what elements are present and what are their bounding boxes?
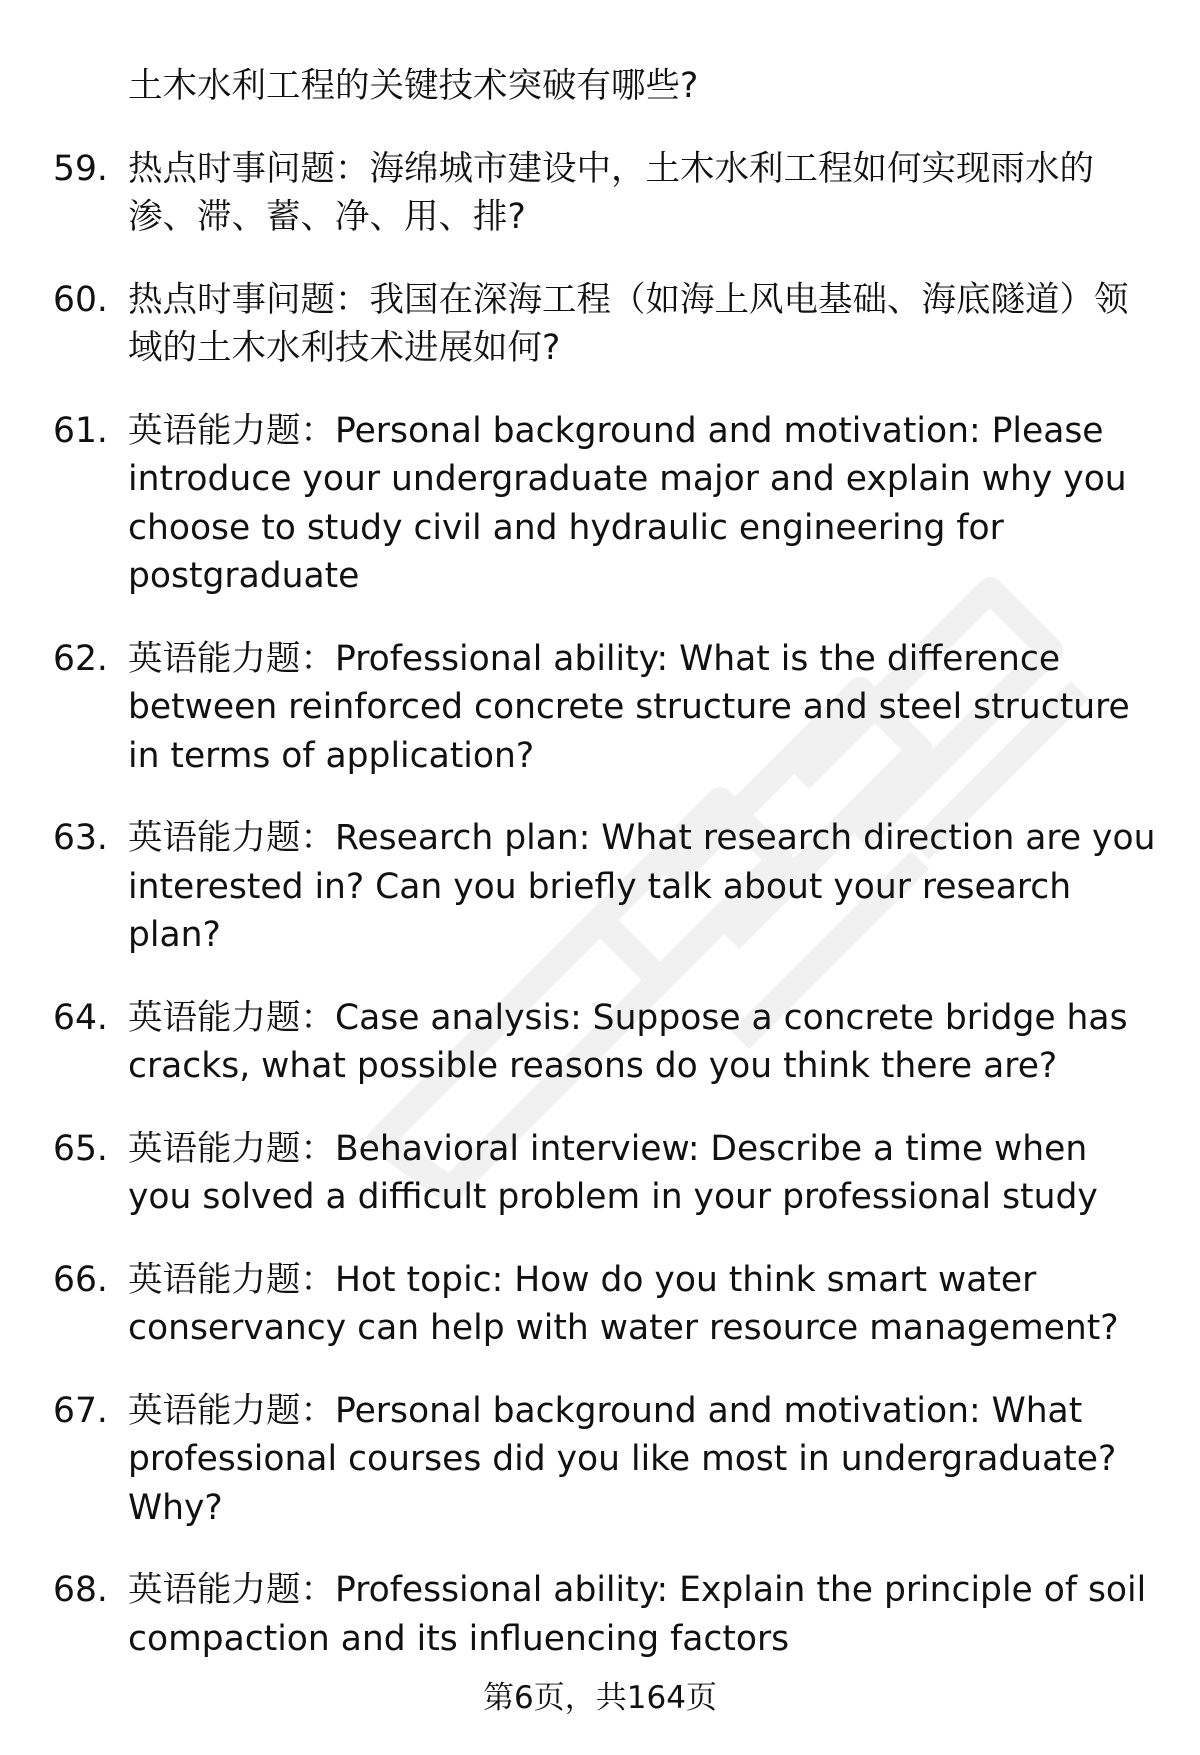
question-number: 64. [53,997,108,1038]
question-list [0,62,1200,1663]
question-number: 62. [53,638,108,679]
question-number: 60. [53,279,108,320]
question-item [53,407,1160,601]
question-number: 65. [53,1128,108,1169]
page-number-text: 第6页，共164页 [483,1680,717,1716]
question-text: 英语能力题：Professional ability: Explain the principle of soil compaction and its influencing factors [128,1570,1147,1659]
question-text: 英语能力题：Behavioral interview: Describe a time when you solved a difficult problem in your professional study [128,1128,1098,1217]
question-text: 英语能力题：Professional ability: What is the difference between reinforced concrete structure and steel structure in terms of application? [128,638,1130,776]
question-item [53,1125,1160,1222]
question-text: 热点时事问题：我国在深海工程（如海上风电基础、海底隧道）领域的土木水利技术进展如何? [128,279,1129,368]
question-item [53,145,1160,242]
question-continuation [128,62,1160,111]
question-item [53,994,1160,1091]
continuation-text: 土木水利工程的关键技术突破有哪些? [128,66,699,106]
question-item [53,1566,1160,1663]
question-text: 热点时事问题：海绵城市建设中，土木水利工程如何实现雨水的渗、滞、蓄、净、用、排? [128,148,1094,237]
question-text: 英语能力题：Hot topic: How do you think smart water conservancy can help with water resource management? [128,1259,1119,1348]
question-number: 68. [53,1570,108,1610]
question-text: 英语能力题：Personal background and motivation: Please introduce your undergraduate major and explain why you choose to study civil and hydraulic engineering for postgraduate [128,410,1127,596]
question-text: 英语能力题：Case analysis: Suppose a concrete bridge has cracks, what possible reasons do you think there are? [128,997,1128,1086]
question-item [53,635,1160,781]
page-footer [0,1678,1200,1718]
question-item [53,1387,1160,1533]
question-number: 67. [53,1390,108,1431]
question-item [53,814,1160,960]
question-item [53,276,1160,373]
question-number: 66. [53,1259,108,1300]
question-text: 英语能力题：Research plan: What research direction are you interested in? Can you briefly talk about your research plan? [128,818,1156,955]
question-number: 59. [53,148,108,189]
question-number: 63. [53,818,108,858]
question-text: 英语能力题：Personal background and motivation: What professional courses did you like most in undergraduate? Why? [128,1390,1117,1528]
question-number: 61. [53,410,108,451]
question-item [53,1256,1160,1353]
